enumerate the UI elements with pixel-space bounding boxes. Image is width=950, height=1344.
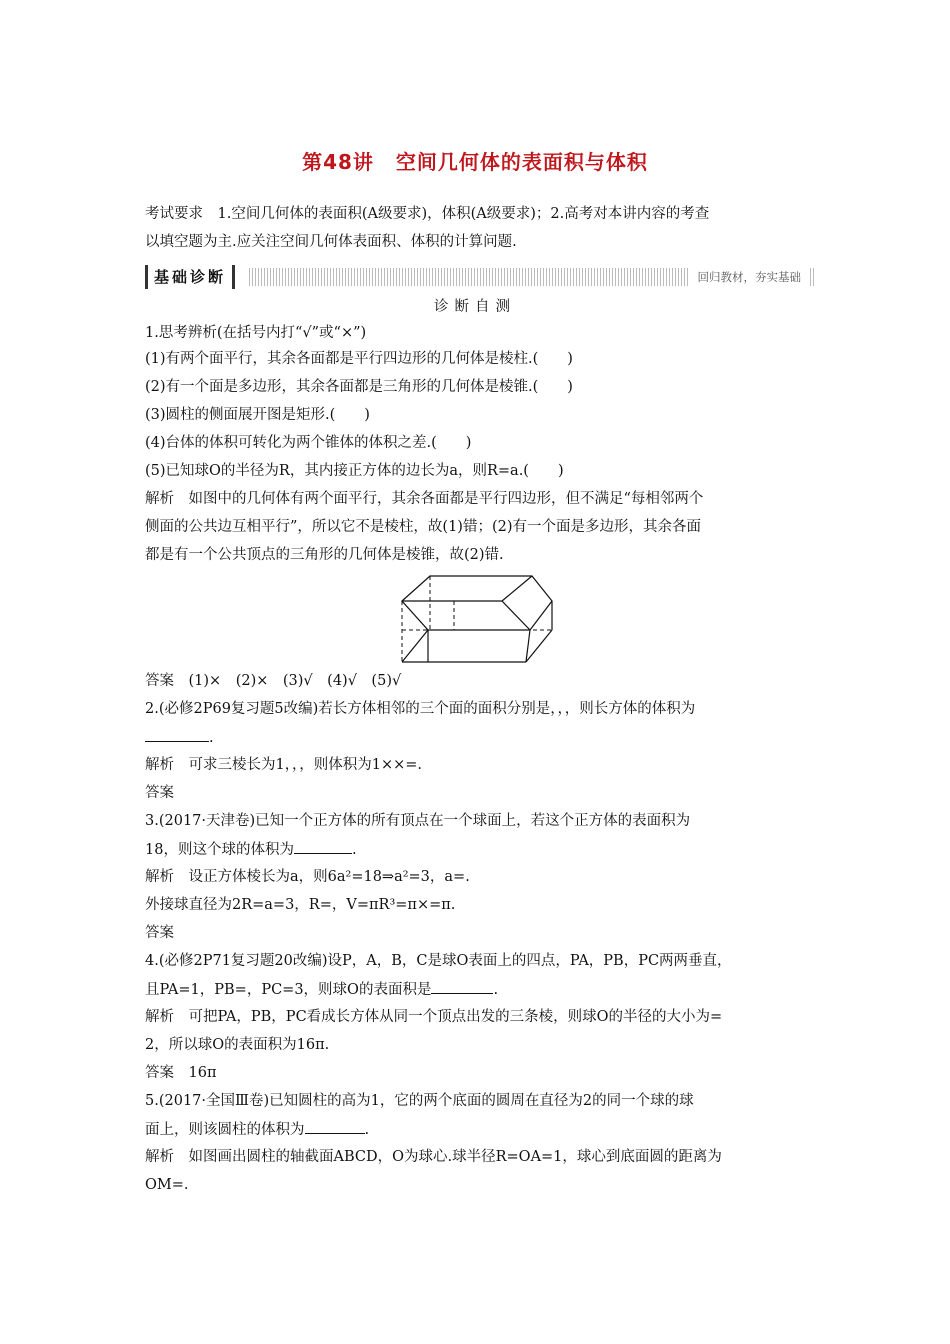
q4-stem-text: 且PA=1，PB=，PC=3，则球O的表面积是	[145, 982, 432, 998]
figure-lower-edge	[402, 630, 428, 662]
q5-stem-text: 面上，则该圆柱的体积为	[145, 1122, 305, 1138]
q3-analysis-line-1: 解析 设正方体棱长为a，则6a²=18⇒a²=3，a=.	[145, 869, 470, 885]
q3-stem-line-1: 3.(2017·天津卷)已知一个正方体的所有顶点在一个球面上，若这个正方体的表面积为	[145, 813, 691, 829]
q4-analysis-line-1: 解析 可把PA，PB，PC看成长方体从同一个顶点出发的三条棱，则球O的半径的大小为=	[145, 1009, 723, 1025]
q1-item: (2)有一个面是多边形，其余各面都是三角形的几何体是棱锥.( )	[145, 379, 573, 395]
q1-item: (1)有两个面平行，其余各面都是平行四边形的几何体是棱柱.( )	[145, 351, 573, 367]
q3-answer: 答案	[145, 925, 174, 941]
q3-stem-line-2: 18，则这个球的体积为 .	[145, 839, 805, 860]
q5-analysis-line-2: OM=.	[145, 1177, 189, 1193]
q1-analysis-line: 都是有一个公共顶点的三角形的几何体是棱锥，故(2)错.	[145, 547, 504, 563]
q1-analysis-line: 解析 如图中的几何体有两个面平行，其余各面都是平行四边形，但不满足“每相邻两个	[145, 491, 704, 507]
q5-stem-line-1: 5.(2017·全国Ⅲ卷)已知圆柱的高为1，它的两个底面的圆周在直径为2的同一个球的球	[145, 1093, 694, 1109]
figure-top-edge	[402, 576, 532, 601]
q2-answer: 答案	[145, 785, 174, 801]
q1-stem: 1.思考辨析(在括号内打“√”或“×”)	[145, 325, 367, 341]
non-prism-solid-figure	[400, 573, 554, 665]
q1-item: (3)圆柱的侧面展开图是矩形.( )	[145, 407, 370, 423]
q5-stem-line-2: 面上，则该圆柱的体积为 .	[145, 1119, 805, 1140]
q4-stem-line-1: 4.(必修2P71复习题20改编)设P，A，B，C是球O表面上的四点，PA，PB，PC两两垂直，	[145, 953, 732, 969]
chapter-number: 第48讲	[302, 150, 374, 174]
q2-blank-line: .	[145, 727, 805, 748]
chapter-topic: 空间几何体的表面积与体积	[395, 150, 648, 174]
answer-blank	[305, 1119, 365, 1134]
subheading: 诊断自测	[434, 299, 516, 315]
q1-answer: 答案 (1)× (2)× (3)√ (4)√ (5)√	[145, 673, 402, 689]
section-header	[145, 265, 815, 289]
figure-outline-top	[402, 576, 552, 630]
q3-stem-text: 18，则这个球的体积为	[145, 842, 294, 858]
figure-top-edge	[502, 601, 530, 630]
q2-stem: 2.(必修2P69复习题5改编)若长方体相邻的三个面的面积分别是，，，则长方体的体积为	[145, 701, 696, 717]
q2-analysis: 解析 可求三棱长为1，，，则体积为1××=.	[145, 757, 423, 773]
page-title	[0, 146, 950, 175]
exam-requirement-line-1: 考试要求 1.空间几何体的表面积(A级要求)，体积(A级要求)；2.高考对本讲内容的考查	[145, 206, 710, 222]
answer-blank	[431, 979, 493, 994]
section-tag: 回归教材，夯实基础	[690, 268, 810, 286]
exam-requirement-line-2: 以填空题为主.应关注空间几何体表面积、体积的计算问题.	[145, 234, 517, 250]
q5-analysis-line-1: 解析 如图画出圆柱的轴截面ABCD，O为球心.球半径R=OA=1，球心到底面圆的距离为	[145, 1149, 722, 1165]
q4-analysis-line-2: 2，所以球O的表面积为16π.	[145, 1037, 330, 1053]
section-label: 基础诊断	[145, 265, 235, 289]
answer-blank	[145, 727, 209, 742]
q4-stem-line-2: 且PA=1，PB=，PC=3，则球O的表面积是 .	[145, 979, 805, 1000]
answer-blank	[294, 839, 352, 854]
q1-item: (5)已知球O的半径为R，其内接正方体的边长为a，则R=a.( )	[145, 463, 564, 479]
q1-item: (4)台体的体积可转化为两个锥体的体积之差.( )	[145, 435, 472, 451]
q1-analysis-line: 侧面的公共边互相平行”，所以它不是棱柱，故(1)错；(2)有一个面是多边形，其余各面	[145, 519, 701, 535]
q3-analysis-line-2: 外接球直径为2R=a=3，R=，V=πR³=π×=π.	[145, 897, 456, 913]
q4-answer: 答案 16π	[145, 1065, 217, 1081]
